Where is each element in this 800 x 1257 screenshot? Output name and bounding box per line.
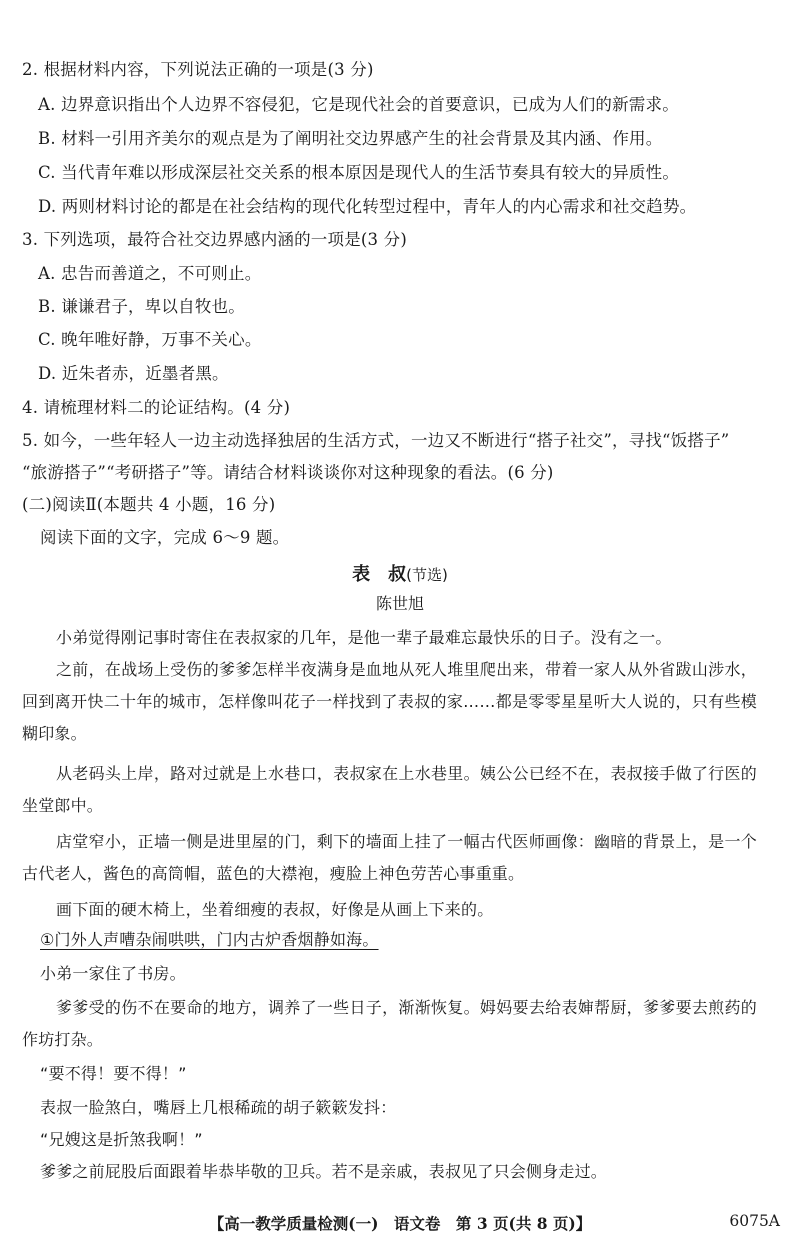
article-paragraph: 表叔一脸煞白，嘴唇上几根稀疏的胡子簌簌发抖： [40, 1098, 397, 1117]
article-paragraph: 之前，在战场上受伤的爹爹怎样半夜满身是血地从死人堆里爬出来，带着一家人从外省跋山涉水，回到离开快二十年的城市，怎样像叫花子一样找到了表叔的家……都是零零星星听大人说的，只有些模糊印象。 [22, 660, 757, 743]
question-3-option-c: C. 晚年唯好静，万事不关心。 [38, 330, 262, 349]
question-2-option-c: C. 当代青年难以形成深层社交关系的根本原因是现代人的生活节奏具有较大的异质性。 [38, 163, 680, 182]
question-3-stem: 3. 下列选项，最符合社交边界感内涵的一项是(3 分) [22, 230, 408, 249]
article-paragraph: 小弟觉得刚记事时寄住在表叔家的几年，是他一辈子最难忘最快乐的日子。没有之一。 [56, 628, 672, 647]
question-4-stem: 4. 请梳理材料二的论证结构。(4 分) [22, 398, 291, 417]
article-paragraph: 店堂窄小，正墙一侧是进里屋的门，剩下的墙面上挂了一幅古代医师画像：幽暗的背景上，是一个古代老人，酱色的高筒帽，蓝色的大襟袍，瘦脸上神色劳苦心事重重。 [22, 832, 757, 883]
article-paragraph: 爹爹之前屁股后面跟着毕恭毕敬的卫兵。若不是亲戚，表叔见了只会侧身走过。 [40, 1162, 608, 1181]
article-paragraph: 从老码头上岸，路对过就是上水巷口，表叔家在上水巷里。姨公公已经不在，表叔接手做了行医的坐堂郎中。 [22, 764, 757, 815]
section-instruction: 阅读下面的文字，完成 6～9 题。 [40, 528, 290, 547]
article-paragraph: 爹爹受的伤不在要命的地方，调养了一些日子，渐渐恢复。姆妈要去给表婶帮厨，爹爹要去煎药的作坊打杂。 [22, 998, 757, 1049]
article-paragraph: “兄嫂这是折煞我啊！” [40, 1130, 203, 1149]
page-footer [0, 1212, 800, 1240]
question-2-option-a: A. 边界意识指出个人边界不容侵犯，它是现代社会的首要意识，已成为人们的新需求。 [38, 95, 679, 114]
section-heading: (二)阅读Ⅱ(本题共 4 小题，16 分) [22, 495, 276, 514]
question-2-option-d: D. 两则材料讨论的都是在社会结构的现代化转型过程中，青年人的内心需求和社交趋势。 [38, 197, 697, 216]
question-2-stem: 2. 根据材料内容，下列说法正确的一项是(3 分) [22, 60, 374, 79]
article-paragraph: 画下面的硬木椅上，坐着细瘦的表叔，好像是从画上下来的。 [56, 900, 494, 919]
question-5-line-1: 5. 如今，一些年轻人一边主动选择独居的生活方式，一边又不断进行“搭子社交”，寻找“饭搭子” [22, 431, 730, 450]
question-3-option-a: A. 忠告而善道之，不可则止。 [38, 264, 262, 283]
article-title-note: (节选) [406, 566, 448, 584]
question-2-option-b: B. 材料一引用齐美尔的观点是为了阐明社交边界感产生的社会背景及其内涵、作用。 [38, 129, 663, 148]
article-paragraph: 小弟一家住了书房。 [40, 964, 186, 983]
question-3-option-b: B. 谦谦君子，卑以自牧也。 [38, 297, 245, 316]
question-5-line-2: “旅游搭子”“考研搭子”等。请结合材料谈谈你对这种现象的看法。(6 分) [22, 463, 554, 482]
footer-page-info: 【高一教学质量检测(一) 语文卷 第 3 页(共 8 页)】 [208, 1214, 592, 1233]
article-paragraph: “要不得！要不得！” [40, 1064, 187, 1083]
question-3-option-d: D. 近朱者赤，近墨者黑。 [38, 364, 229, 383]
footer-exam-code: 6075A [729, 1212, 780, 1230]
article-title-text: 表 叔 [352, 564, 407, 585]
article-paragraph-underlined: ①门外人声嘈杂闹哄哄，门内古炉香烟静如海。 [40, 930, 379, 949]
article-author: 陈世旭 [375, 594, 424, 613]
article-title [0, 560, 800, 586]
